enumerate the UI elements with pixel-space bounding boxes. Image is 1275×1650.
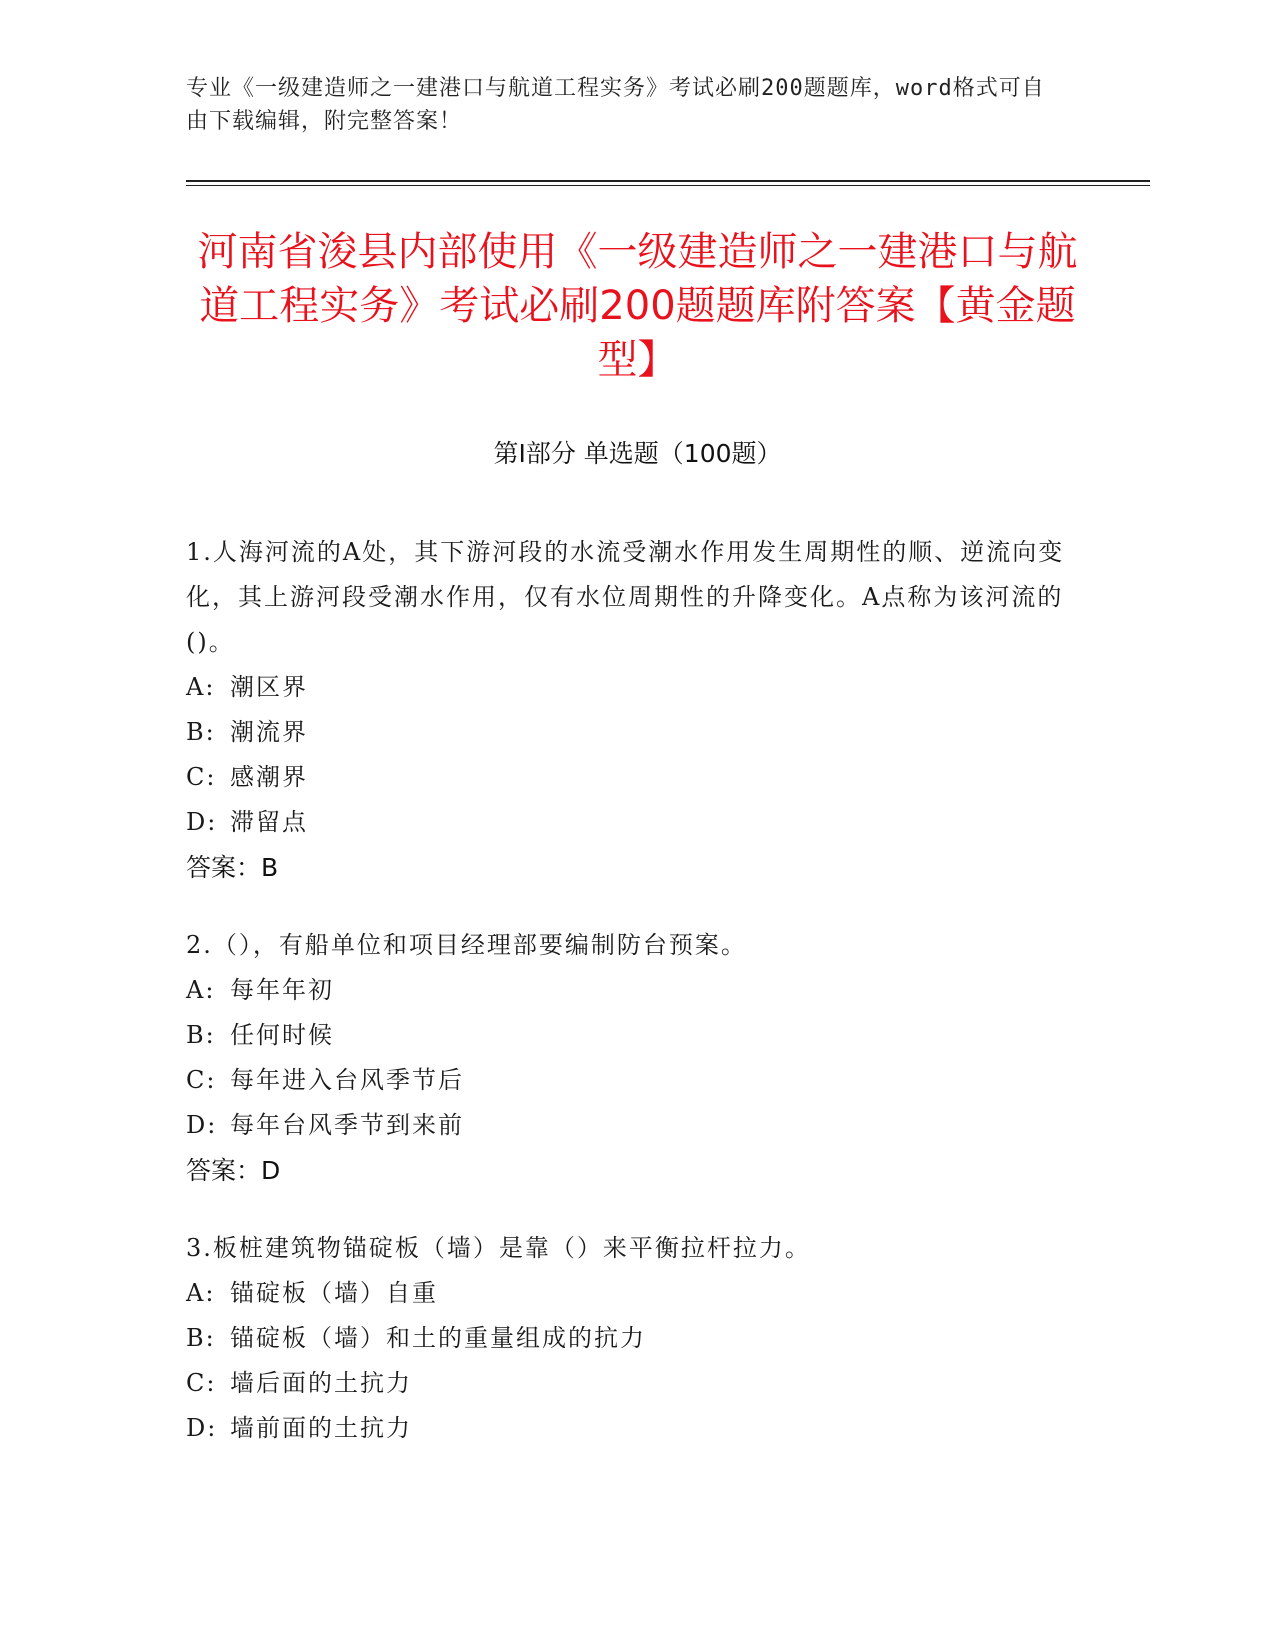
- header-note: 专业《一级建造师之一建港口与航道工程实务》考试必刷200题题库，word格式可自由下载编辑，附完整答案！: [186, 76, 1045, 134]
- option-b: [186, 1316, 1086, 1361]
- option-letter: D:: [186, 808, 218, 836]
- question-list: [186, 530, 1086, 1484]
- answer-line: [186, 845, 1086, 890]
- option-text: 潮区界: [230, 673, 308, 701]
- answer-label: 答案：: [186, 853, 262, 882]
- option-text: 感潮界: [230, 763, 308, 791]
- header-divider-thick: [186, 180, 1150, 182]
- option-text: 每年进入台风季节后: [230, 1066, 464, 1094]
- option-letter: C:: [186, 763, 217, 791]
- option-a: [186, 1271, 1086, 1316]
- option-letter: D:: [186, 1414, 218, 1442]
- header-divider-thin: [186, 185, 1150, 186]
- option-a: [186, 665, 1086, 710]
- option-text: 每年台风季节到来前: [230, 1111, 464, 1139]
- question-text: 1.人海河流的A处，其下游河段的水流受潮水作用发生周期性的顺、逆流向变化，其上游河段受潮水作用，仅有水位周期性的升降变化。A点称为该河流的()。: [186, 538, 1065, 656]
- option-text: 锚碇板（墙）自重: [230, 1279, 438, 1307]
- option-a: [186, 968, 1086, 1013]
- option-text: 潮流界: [230, 718, 308, 746]
- question-3: [186, 1226, 1086, 1451]
- option-text: 锚碇板（墙）和土的重量组成的抗力: [230, 1324, 646, 1352]
- option-text: 墙后面的土抗力: [230, 1369, 412, 1397]
- answer-value: D: [261, 1156, 281, 1185]
- option-letter: C:: [186, 1066, 217, 1094]
- option-b: [186, 1013, 1086, 1058]
- option-text: 每年年初: [230, 976, 334, 1004]
- option-letter: D:: [186, 1111, 218, 1139]
- option-b: [186, 710, 1086, 755]
- question-1: [186, 530, 1086, 890]
- question-text: 2.（），有船单位和项目经理部要编制防台预案。: [186, 931, 747, 959]
- option-c: [186, 1361, 1086, 1406]
- option-c: [186, 755, 1086, 800]
- option-text: 任何时候: [230, 1021, 334, 1049]
- option-d: [186, 1406, 1086, 1451]
- answer-line: [186, 1148, 1086, 1193]
- question-2: [186, 923, 1086, 1193]
- section-heading: 第Ⅰ部分 单选题（100题）: [493, 439, 782, 468]
- option-c: [186, 1058, 1086, 1103]
- option-letter: B:: [186, 1324, 216, 1352]
- document-title: 河南省浚县内部使用《一级建造师之一建港口与航道工程实务》考试必刷200题题库附答案【黄金题型】: [197, 229, 1078, 383]
- option-letter: A:: [186, 673, 216, 701]
- option-d: [186, 800, 1086, 845]
- option-d: [186, 1103, 1086, 1148]
- answer-label: 答案：: [186, 1156, 262, 1185]
- option-text: 滞留点: [230, 808, 308, 836]
- option-letter: B:: [186, 1021, 216, 1049]
- option-text: 墙前面的土抗力: [230, 1414, 412, 1442]
- option-letter: A:: [186, 1279, 216, 1307]
- answer-value: B: [261, 853, 279, 882]
- option-letter: C:: [186, 1369, 217, 1397]
- question-text: 3.板桩建筑物锚碇板（墙）是靠（）来平衡拉杆拉力。: [186, 1234, 811, 1262]
- option-letter: A:: [186, 976, 216, 1004]
- option-letter: B:: [186, 718, 216, 746]
